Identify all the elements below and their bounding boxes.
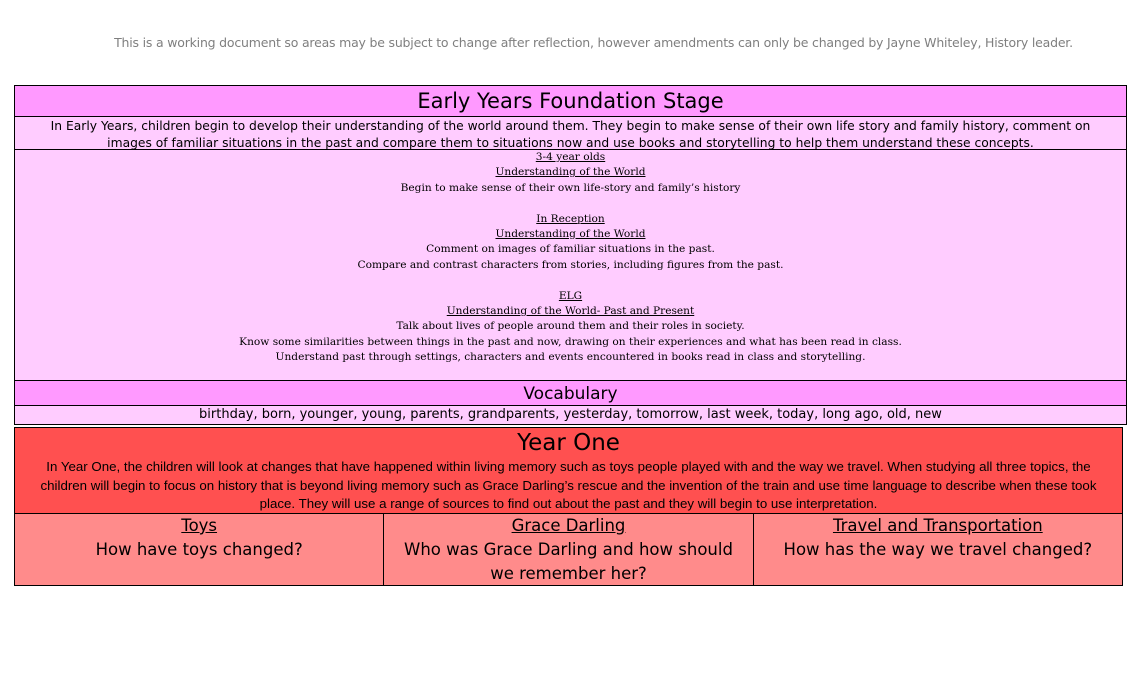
topic-toys xyxy=(15,514,383,585)
elg-line: Talk about lives of people around them and their roles in society. xyxy=(396,320,745,333)
vocabulary-title: Vocabulary xyxy=(15,381,1126,406)
topic-grace-darling xyxy=(383,514,752,585)
topic-row xyxy=(15,514,1122,585)
topic-travel xyxy=(753,514,1122,585)
age-heading: 3-4 year olds xyxy=(535,151,606,163)
reception-strand: Understanding of the World xyxy=(495,228,646,241)
elg-heading: ELG xyxy=(558,289,583,302)
reception-line: Comment on images of familiar situations in the past. xyxy=(426,243,715,256)
eyfs-objectives xyxy=(15,150,1126,381)
topic-question: How has the way we travel changed? xyxy=(783,540,1093,559)
reception-heading: In Reception xyxy=(536,212,605,225)
elg-strand: Understanding of the World- Past and Present xyxy=(446,305,695,318)
elg-line: Know some similarities between things in the past and now, drawing on their experiences and what has been read in class. xyxy=(239,335,902,348)
document-notice: This is a working document so areas may be subject to change after reflection, however amendments can only be changed by Jayne Whiteley, History leader. xyxy=(114,35,1073,50)
topic-title: Grace Darling xyxy=(511,516,626,535)
topic-title: Toys xyxy=(181,516,218,535)
year-one-section xyxy=(14,427,1123,586)
topic-question: Who was Grace Darling and how should we remember her? xyxy=(404,540,733,583)
reception-line: Compare and contrast characters from stories, including figures from the past. xyxy=(357,258,784,271)
age-line: Begin to make sense of their own life-story and family’s history xyxy=(400,181,741,194)
eyfs-title: Early Years Foundation Stage xyxy=(15,86,1126,117)
vocabulary-words: birthday, born, younger, young, parents, grandparents, yesterday, tomorrow, last week, today, long ago, old, new xyxy=(199,406,942,422)
eyfs-intro: In Early Years, children begin to develop their understanding of the world around them. They begin to make sense of their own life story and family history, comment on images of familiar situations in the past and compare them to situations now and use books and storytelling to help them understand these concepts. xyxy=(15,117,1126,150)
year-one-title: Year One xyxy=(517,430,620,456)
topic-title: Travel and Transportation xyxy=(832,516,1043,535)
topic-question: How have toys changed? xyxy=(95,540,303,559)
eyfs-section xyxy=(14,85,1127,425)
elg-line: Understand past through settings, characters and events encountered in books read in class and storytelling. xyxy=(275,351,866,364)
year-one-intro: In Year One, the children will look at changes that have happened within living memory such as toys people played with and the way we travel. When studying all three topics, the children will begin to focus on history that is beyond living memory such as Grace Darling’s rescue and the invention of the train and use time language to describe when these took place. They will use a range of sources to find out about the past and they will begin to use interpretation. xyxy=(15,458,1122,514)
age-strand: Understanding of the World xyxy=(495,166,646,179)
